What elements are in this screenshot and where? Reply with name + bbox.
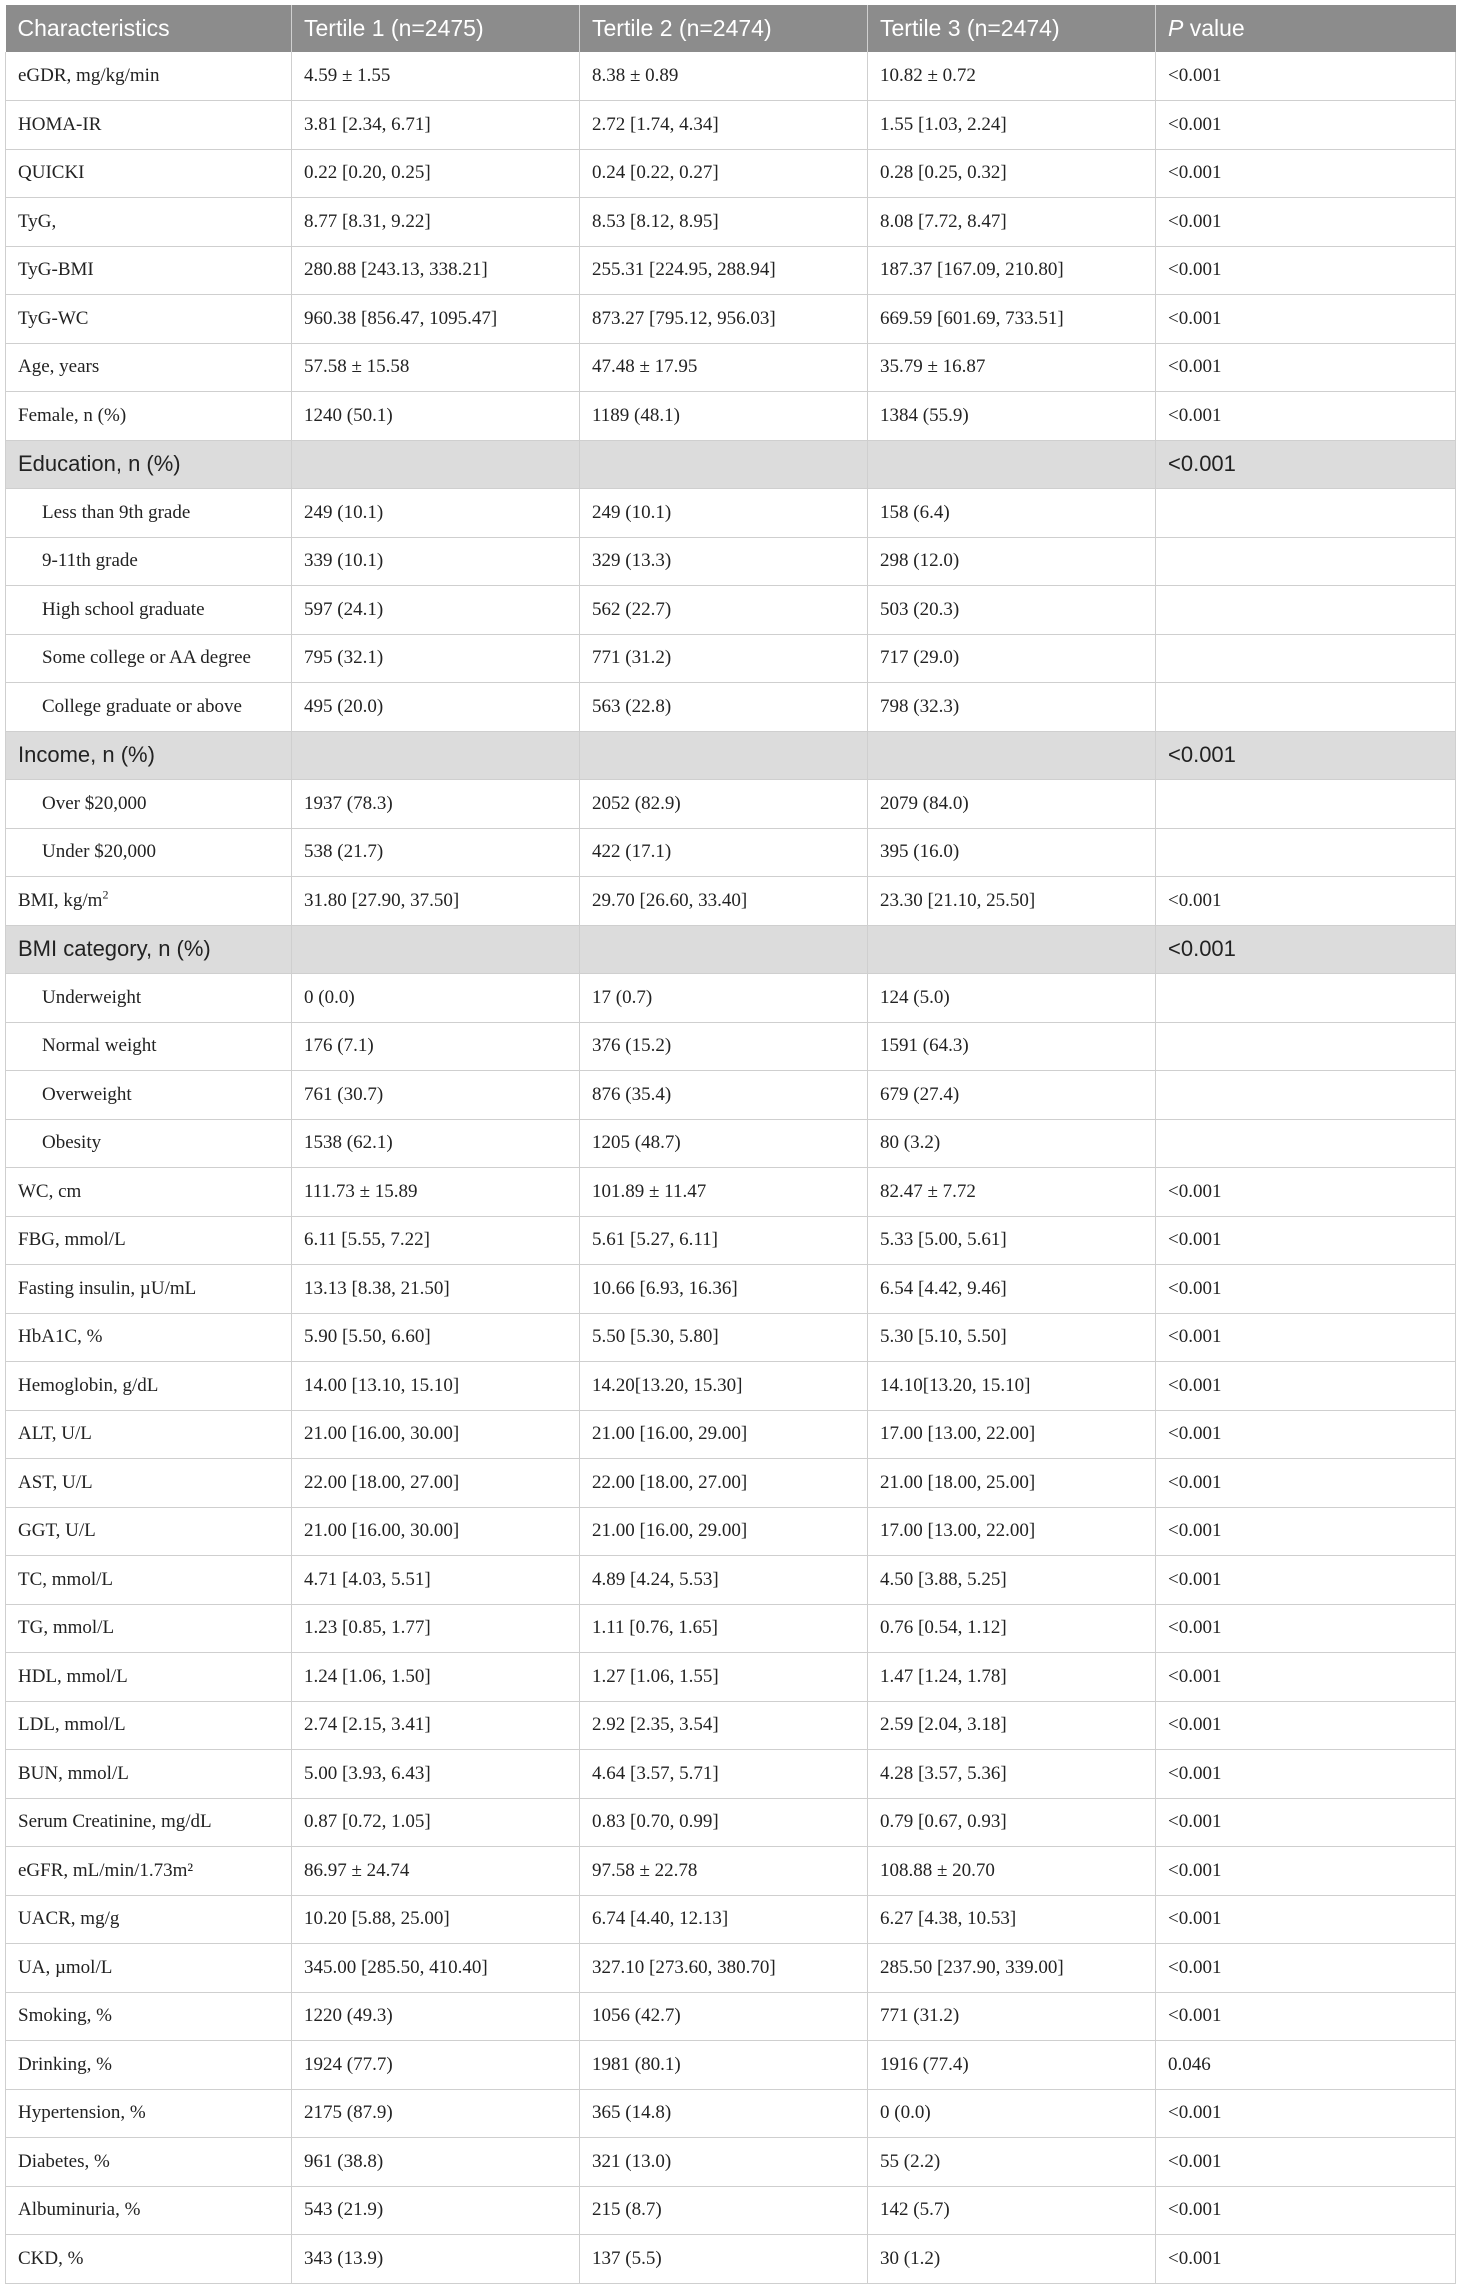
tertile-3-value: 5.33 [5.00, 5.61] xyxy=(868,1216,1156,1265)
table-row xyxy=(6,1313,1456,1362)
tertile-1-value: 795 (32.1) xyxy=(292,634,580,683)
tertile-1-value: 280.88 [243.13, 338.21] xyxy=(292,246,580,295)
row-label: TyG, xyxy=(6,198,292,247)
tertile-1-value: 761 (30.7) xyxy=(292,1071,580,1120)
tertile-2-value: 1056 (42.7) xyxy=(580,1992,868,2041)
tertile-2-value: 97.58 ± 22.78 xyxy=(580,1847,868,1896)
p-value: <0.001 xyxy=(1156,392,1456,441)
header-p-rest: value xyxy=(1183,15,1245,41)
p-value xyxy=(1156,537,1456,586)
tertile-2-value xyxy=(580,440,868,489)
header-characteristics: Characteristics xyxy=(6,5,292,52)
tertile-2-value: 0.24 [0.22, 0.27] xyxy=(580,149,868,198)
p-value: <0.001 xyxy=(1156,2089,1456,2138)
tertile-2-value: 365 (14.8) xyxy=(580,2089,868,2138)
tertile-1-value: 1538 (62.1) xyxy=(292,1119,580,1168)
tertile-2-value: 327.10 [273.60, 380.70] xyxy=(580,1944,868,1993)
p-value: <0.001 xyxy=(1156,101,1456,150)
tertile-1-value: 111.73 ± 15.89 xyxy=(292,1168,580,1217)
tertile-1-value: 249 (10.1) xyxy=(292,489,580,538)
table-row xyxy=(6,1750,1456,1799)
p-value: <0.001 xyxy=(1156,1507,1456,1556)
tertile-3-value: 0.79 [0.67, 0.93] xyxy=(868,1798,1156,1847)
table-row xyxy=(6,2089,1456,2138)
p-value xyxy=(1156,828,1456,877)
p-value: <0.001 xyxy=(1156,731,1456,780)
tertile-2-value: 22.00 [18.00, 27.00] xyxy=(580,1459,868,1508)
header-p-value xyxy=(1156,5,1456,52)
tertile-1-value: 597 (24.1) xyxy=(292,586,580,635)
tertile-2-value: 17 (0.7) xyxy=(580,974,868,1023)
row-label: FBG, mmol/L xyxy=(6,1216,292,1265)
row-label: Albuminuria, % xyxy=(6,2186,292,2235)
tertile-3-value: 395 (16.0) xyxy=(868,828,1156,877)
tertile-2-value: 215 (8.7) xyxy=(580,2186,868,2235)
tertile-1-value: 543 (21.9) xyxy=(292,2186,580,2235)
p-value xyxy=(1156,1119,1456,1168)
tertile-1-value: 1.24 [1.06, 1.50] xyxy=(292,1653,580,1702)
row-label: Overweight xyxy=(6,1071,292,1120)
tertile-2-value: 2.72 [1.74, 4.34] xyxy=(580,101,868,150)
table-row xyxy=(6,780,1456,829)
baseline-characteristics-table xyxy=(5,5,1456,2284)
tertile-3-value: 285.50 [237.90, 339.00] xyxy=(868,1944,1156,1993)
tertile-3-value: 4.28 [3.57, 5.36] xyxy=(868,1750,1156,1799)
row-label: TyG-WC xyxy=(6,295,292,344)
tertile-3-value: 21.00 [18.00, 25.00] xyxy=(868,1459,1156,1508)
row-label: HOMA-IR xyxy=(6,101,292,150)
tertile-2-value xyxy=(580,731,868,780)
tertile-3-value: 14.10[13.20, 15.10] xyxy=(868,1362,1156,1411)
table-row xyxy=(6,295,1456,344)
tertile-3-value: 798 (32.3) xyxy=(868,683,1156,732)
tertile-3-value: 2079 (84.0) xyxy=(868,780,1156,829)
row-label: Hypertension, % xyxy=(6,2089,292,2138)
tertile-2-value: 876 (35.4) xyxy=(580,1071,868,1120)
table-row xyxy=(6,1653,1456,1702)
tertile-3-value: 771 (31.2) xyxy=(868,1992,1156,2041)
p-value: <0.001 xyxy=(1156,1265,1456,1314)
table-row xyxy=(6,1168,1456,1217)
tertile-3-value: 108.88 ± 20.70 xyxy=(868,1847,1156,1896)
table-row xyxy=(6,1992,1456,2041)
row-label: Drinking, % xyxy=(6,2041,292,2090)
row-label: Under $20,000 xyxy=(6,828,292,877)
table-row xyxy=(6,2186,1456,2235)
header-p-italic: P xyxy=(1168,15,1184,41)
table-row xyxy=(6,1507,1456,1556)
row-label: TG, mmol/L xyxy=(6,1604,292,1653)
p-value: <0.001 xyxy=(1156,1604,1456,1653)
p-value: <0.001 xyxy=(1156,1216,1456,1265)
tertile-1-value: 4.59 ± 1.55 xyxy=(292,52,580,101)
table-row xyxy=(6,343,1456,392)
p-value: <0.001 xyxy=(1156,1459,1456,1508)
tertile-3-value: 2.59 [2.04, 3.18] xyxy=(868,1701,1156,1750)
tertile-2-value: 47.48 ± 17.95 xyxy=(580,343,868,392)
tertile-3-value: 187.37 [167.09, 210.80] xyxy=(868,246,1156,295)
header-tertile-2: Tertile 2 (n=2474) xyxy=(580,5,868,52)
tertile-3-value: 669.59 [601.69, 733.51] xyxy=(868,295,1156,344)
tertile-2-value: 1189 (48.1) xyxy=(580,392,868,441)
p-value: <0.001 xyxy=(1156,1798,1456,1847)
table-row xyxy=(6,1847,1456,1896)
tertile-2-value: 1.11 [0.76, 1.65] xyxy=(580,1604,868,1653)
table-row xyxy=(6,1410,1456,1459)
tertile-2-value: 873.27 [795.12, 956.03] xyxy=(580,295,868,344)
p-value: <0.001 xyxy=(1156,1362,1456,1411)
row-label: TC, mmol/L xyxy=(6,1556,292,1605)
tertile-1-value: 345.00 [285.50, 410.40] xyxy=(292,1944,580,1993)
tertile-3-value: 679 (27.4) xyxy=(868,1071,1156,1120)
p-value: <0.001 xyxy=(1156,1750,1456,1799)
group-row xyxy=(6,731,1456,780)
p-value: <0.001 xyxy=(1156,52,1456,101)
tertile-3-value xyxy=(868,440,1156,489)
tertile-2-value: 14.20[13.20, 15.30] xyxy=(580,1362,868,1411)
tertile-1-value xyxy=(292,440,580,489)
tertile-2-value: 563 (22.8) xyxy=(580,683,868,732)
row-label: Normal weight xyxy=(6,1022,292,1071)
group-row xyxy=(6,925,1456,974)
tertile-3-value: 23.30 [21.10, 25.50] xyxy=(868,877,1156,926)
row-label: HDL, mmol/L xyxy=(6,1653,292,1702)
row-label: Diabetes, % xyxy=(6,2138,292,2187)
table-row xyxy=(6,1459,1456,1508)
tertile-1-value: 8.77 [8.31, 9.22] xyxy=(292,198,580,247)
tertile-1-value: 4.71 [4.03, 5.51] xyxy=(292,1556,580,1605)
tertile-1-value: 343 (13.9) xyxy=(292,2235,580,2284)
tertile-3-value: 4.50 [3.88, 5.25] xyxy=(868,1556,1156,1605)
tertile-2-value: 5.50 [5.30, 5.80] xyxy=(580,1313,868,1362)
p-value: <0.001 xyxy=(1156,1313,1456,1362)
tertile-3-value: 6.54 [4.42, 9.46] xyxy=(868,1265,1156,1314)
tertile-1-value: 960.38 [856.47, 1095.47] xyxy=(292,295,580,344)
row-label: TyG-BMI xyxy=(6,246,292,295)
p-value: <0.001 xyxy=(1156,1556,1456,1605)
table-row xyxy=(6,1119,1456,1168)
table-row xyxy=(6,1604,1456,1653)
tertile-1-value: 0.87 [0.72, 1.05] xyxy=(292,1798,580,1847)
tertile-3-value: 1384 (55.9) xyxy=(868,392,1156,441)
superscript: 2 xyxy=(102,887,109,902)
tertile-3-value: 158 (6.4) xyxy=(868,489,1156,538)
tertile-1-value: 21.00 [16.00, 30.00] xyxy=(292,1507,580,1556)
table-row xyxy=(6,101,1456,150)
tertile-1-value: 1.23 [0.85, 1.77] xyxy=(292,1604,580,1653)
tertile-2-value xyxy=(580,925,868,974)
tertile-3-value: 298 (12.0) xyxy=(868,537,1156,586)
table-header xyxy=(6,5,1456,52)
table-row xyxy=(6,1362,1456,1411)
table-row xyxy=(6,1701,1456,1750)
table-row xyxy=(6,1556,1456,1605)
tertile-2-value: 8.53 [8.12, 8.95] xyxy=(580,198,868,247)
tertile-1-value: 1937 (78.3) xyxy=(292,780,580,829)
table-row xyxy=(6,634,1456,683)
row-label: Age, years xyxy=(6,343,292,392)
tertile-2-value: 255.31 [224.95, 288.94] xyxy=(580,246,868,295)
tertile-2-value: 10.66 [6.93, 16.36] xyxy=(580,1265,868,1314)
p-value: <0.001 xyxy=(1156,295,1456,344)
row-label: WC, cm xyxy=(6,1168,292,1217)
p-value: <0.001 xyxy=(1156,877,1456,926)
table-row xyxy=(6,1265,1456,1314)
row-label: Education, n (%) xyxy=(6,440,292,489)
p-value: 0.046 xyxy=(1156,2041,1456,2090)
tertile-2-value: 422 (17.1) xyxy=(580,828,868,877)
tertile-3-value: 17.00 [13.00, 22.00] xyxy=(868,1507,1156,1556)
p-value: <0.001 xyxy=(1156,1992,1456,2041)
tertile-3-value xyxy=(868,925,1156,974)
tertile-2-value: 771 (31.2) xyxy=(580,634,868,683)
row-label: ALT, U/L xyxy=(6,1410,292,1459)
table-row xyxy=(6,1895,1456,1944)
table-row xyxy=(6,683,1456,732)
row-label: Underweight xyxy=(6,974,292,1023)
table-row xyxy=(6,1216,1456,1265)
row-label: High school graduate xyxy=(6,586,292,635)
tertile-1-value: 14.00 [13.10, 15.10] xyxy=(292,1362,580,1411)
header-tertile-1: Tertile 1 (n=2475) xyxy=(292,5,580,52)
tertile-2-value: 329 (13.3) xyxy=(580,537,868,586)
header-tertile-3: Tertile 3 (n=2474) xyxy=(868,5,1156,52)
p-value: <0.001 xyxy=(1156,1895,1456,1944)
tertile-1-value: 2175 (87.9) xyxy=(292,2089,580,2138)
tertile-2-value: 21.00 [16.00, 29.00] xyxy=(580,1507,868,1556)
tertile-3-value: 30 (1.2) xyxy=(868,2235,1156,2284)
row-label: AST, U/L xyxy=(6,1459,292,1508)
row-label: Serum Creatinine, mg/dL xyxy=(6,1798,292,1847)
tertile-1-value: 961 (38.8) xyxy=(292,2138,580,2187)
table-body xyxy=(6,52,1456,2283)
row-label: CKD, % xyxy=(6,2235,292,2284)
tertile-3-value: 0.28 [0.25, 0.32] xyxy=(868,149,1156,198)
row-label: UA, µmol/L xyxy=(6,1944,292,1993)
tertile-1-value: 10.20 [5.88, 25.00] xyxy=(292,1895,580,1944)
row-label-text: BMI, kg/m xyxy=(18,889,103,911)
tertile-3-value: 5.30 [5.10, 5.50] xyxy=(868,1313,1156,1362)
p-value: <0.001 xyxy=(1156,198,1456,247)
p-value: <0.001 xyxy=(1156,1701,1456,1750)
table-row xyxy=(6,2041,1456,2090)
p-value xyxy=(1156,634,1456,683)
tertile-3-value: 1591 (64.3) xyxy=(868,1022,1156,1071)
tertile-1-value: 3.81 [2.34, 6.71] xyxy=(292,101,580,150)
table-row xyxy=(6,1944,1456,1993)
row-label: Smoking, % xyxy=(6,1992,292,2041)
tertile-3-value: 35.79 ± 16.87 xyxy=(868,343,1156,392)
p-value xyxy=(1156,489,1456,538)
tertile-2-value: 0.83 [0.70, 0.99] xyxy=(580,1798,868,1847)
table-row xyxy=(6,392,1456,441)
row-label: College graduate or above xyxy=(6,683,292,732)
p-value: <0.001 xyxy=(1156,246,1456,295)
p-value xyxy=(1156,974,1456,1023)
table-row xyxy=(6,1071,1456,1120)
table-row xyxy=(6,974,1456,1023)
tertile-3-value: 0.76 [0.54, 1.12] xyxy=(868,1604,1156,1653)
p-value xyxy=(1156,586,1456,635)
tertile-2-value: 29.70 [26.60, 33.40] xyxy=(580,877,868,926)
tertile-1-value: 1220 (49.3) xyxy=(292,1992,580,2041)
tertile-1-value: 0 (0.0) xyxy=(292,974,580,1023)
table-row xyxy=(6,1022,1456,1071)
tertile-2-value: 5.61 [5.27, 6.11] xyxy=(580,1216,868,1265)
p-value: <0.001 xyxy=(1156,1410,1456,1459)
table-row xyxy=(6,877,1456,926)
tertile-1-value: 495 (20.0) xyxy=(292,683,580,732)
tertile-2-value: 1981 (80.1) xyxy=(580,2041,868,2090)
tertile-1-value: 13.13 [8.38, 21.50] xyxy=(292,1265,580,1314)
tertile-3-value: 124 (5.0) xyxy=(868,974,1156,1023)
table-row xyxy=(6,246,1456,295)
table-row xyxy=(6,537,1456,586)
p-value: <0.001 xyxy=(1156,1944,1456,1993)
table-row xyxy=(6,489,1456,538)
tertile-2-value: 1205 (48.7) xyxy=(580,1119,868,1168)
tertile-3-value: 1916 (77.4) xyxy=(868,2041,1156,2090)
p-value xyxy=(1156,1071,1456,1120)
tertile-1-value: 5.00 [3.93, 6.43] xyxy=(292,1750,580,1799)
row-label: GGT, U/L xyxy=(6,1507,292,1556)
tertile-3-value: 17.00 [13.00, 22.00] xyxy=(868,1410,1156,1459)
p-value: <0.001 xyxy=(1156,1168,1456,1217)
tertile-2-value: 321 (13.0) xyxy=(580,2138,868,2187)
tertile-3-value: 717 (29.0) xyxy=(868,634,1156,683)
row-label: 9-11th grade xyxy=(6,537,292,586)
tertile-2-value: 562 (22.7) xyxy=(580,586,868,635)
tertile-1-value: 5.90 [5.50, 6.60] xyxy=(292,1313,580,1362)
tertile-2-value: 376 (15.2) xyxy=(580,1022,868,1071)
row-label: Obesity xyxy=(6,1119,292,1168)
tertile-2-value: 2.92 [2.35, 3.54] xyxy=(580,1701,868,1750)
row-label: LDL, mmol/L xyxy=(6,1701,292,1750)
table-row xyxy=(6,149,1456,198)
tertile-3-value: 503 (20.3) xyxy=(868,586,1156,635)
tertile-3-value: 10.82 ± 0.72 xyxy=(868,52,1156,101)
p-value xyxy=(1156,1022,1456,1071)
tertile-1-value: 21.00 [16.00, 30.00] xyxy=(292,1410,580,1459)
tertile-3-value: 55 (2.2) xyxy=(868,2138,1156,2187)
tertile-1-value: 1924 (77.7) xyxy=(292,2041,580,2090)
tertile-2-value: 249 (10.1) xyxy=(580,489,868,538)
group-row xyxy=(6,440,1456,489)
tertile-1-value: 86.97 ± 24.74 xyxy=(292,1847,580,1896)
row-label: HbA1C, % xyxy=(6,1313,292,1362)
table-row xyxy=(6,198,1456,247)
tertile-2-value: 6.74 [4.40, 12.13] xyxy=(580,1895,868,1944)
row-label: Income, n (%) xyxy=(6,731,292,780)
table-row xyxy=(6,52,1456,101)
row-label: QUICKI xyxy=(6,149,292,198)
tertile-3-value xyxy=(868,731,1156,780)
tertile-1-value: 339 (10.1) xyxy=(292,537,580,586)
p-value: <0.001 xyxy=(1156,1847,1456,1896)
row-label: Less than 9th grade xyxy=(6,489,292,538)
p-value: <0.001 xyxy=(1156,2235,1456,2284)
header-row xyxy=(6,5,1456,52)
tertile-1-value: 1240 (50.1) xyxy=(292,392,580,441)
tertile-1-value: 0.22 [0.20, 0.25] xyxy=(292,149,580,198)
row-label: Over $20,000 xyxy=(6,780,292,829)
tertile-1-value: 176 (7.1) xyxy=(292,1022,580,1071)
tertile-1-value: 22.00 [18.00, 27.00] xyxy=(292,1459,580,1508)
tertile-3-value: 82.47 ± 7.72 xyxy=(868,1168,1156,1217)
tertile-3-value: 0 (0.0) xyxy=(868,2089,1156,2138)
tertile-3-value: 1.47 [1.24, 1.78] xyxy=(868,1653,1156,1702)
row-label: Female, n (%) xyxy=(6,392,292,441)
tertile-2-value: 4.64 [3.57, 5.71] xyxy=(580,1750,868,1799)
tertile-1-value xyxy=(292,731,580,780)
p-value: <0.001 xyxy=(1156,343,1456,392)
row-label: BUN, mmol/L xyxy=(6,1750,292,1799)
row-label: BMI category, n (%) xyxy=(6,925,292,974)
tertile-3-value: 6.27 [4.38, 10.53] xyxy=(868,1895,1156,1944)
tertile-1-value: 538 (21.7) xyxy=(292,828,580,877)
row-label: Hemoglobin, g/dL xyxy=(6,1362,292,1411)
row-label xyxy=(6,877,292,926)
row-label: eGFR, mL/min/1.73m² xyxy=(6,1847,292,1896)
tertile-2-value: 21.00 [16.00, 29.00] xyxy=(580,1410,868,1459)
p-value xyxy=(1156,780,1456,829)
p-value: <0.001 xyxy=(1156,1653,1456,1702)
tertile-3-value: 1.55 [1.03, 2.24] xyxy=(868,101,1156,150)
tertile-2-value: 101.89 ± 11.47 xyxy=(580,1168,868,1217)
table-row xyxy=(6,2138,1456,2187)
p-value xyxy=(1156,683,1456,732)
row-label: eGDR, mg/kg/min xyxy=(6,52,292,101)
tertile-1-value xyxy=(292,925,580,974)
p-value: <0.001 xyxy=(1156,149,1456,198)
tertile-1-value: 31.80 [27.90, 37.50] xyxy=(292,877,580,926)
p-value: <0.001 xyxy=(1156,925,1456,974)
tertile-3-value: 80 (3.2) xyxy=(868,1119,1156,1168)
tertile-3-value: 142 (5.7) xyxy=(868,2186,1156,2235)
table-row xyxy=(6,2235,1456,2284)
row-label: Fasting insulin, µU/mL xyxy=(6,1265,292,1314)
row-label: Some college or AA degree xyxy=(6,634,292,683)
p-value: <0.001 xyxy=(1156,2186,1456,2235)
row-label: UACR, mg/g xyxy=(6,1895,292,1944)
tertile-2-value: 137 (5.5) xyxy=(580,2235,868,2284)
table-row xyxy=(6,1798,1456,1847)
tertile-2-value: 8.38 ± 0.89 xyxy=(580,52,868,101)
tertile-2-value: 2052 (82.9) xyxy=(580,780,868,829)
p-value: <0.001 xyxy=(1156,2138,1456,2187)
table-row xyxy=(6,586,1456,635)
p-value: <0.001 xyxy=(1156,440,1456,489)
tertile-1-value: 6.11 [5.55, 7.22] xyxy=(292,1216,580,1265)
tertile-1-value: 2.74 [2.15, 3.41] xyxy=(292,1701,580,1750)
tertile-3-value: 8.08 [7.72, 8.47] xyxy=(868,198,1156,247)
tertile-1-value: 57.58 ± 15.58 xyxy=(292,343,580,392)
tertile-2-value: 1.27 [1.06, 1.55] xyxy=(580,1653,868,1702)
tertile-2-value: 4.89 [4.24, 5.53] xyxy=(580,1556,868,1605)
table-row xyxy=(6,828,1456,877)
